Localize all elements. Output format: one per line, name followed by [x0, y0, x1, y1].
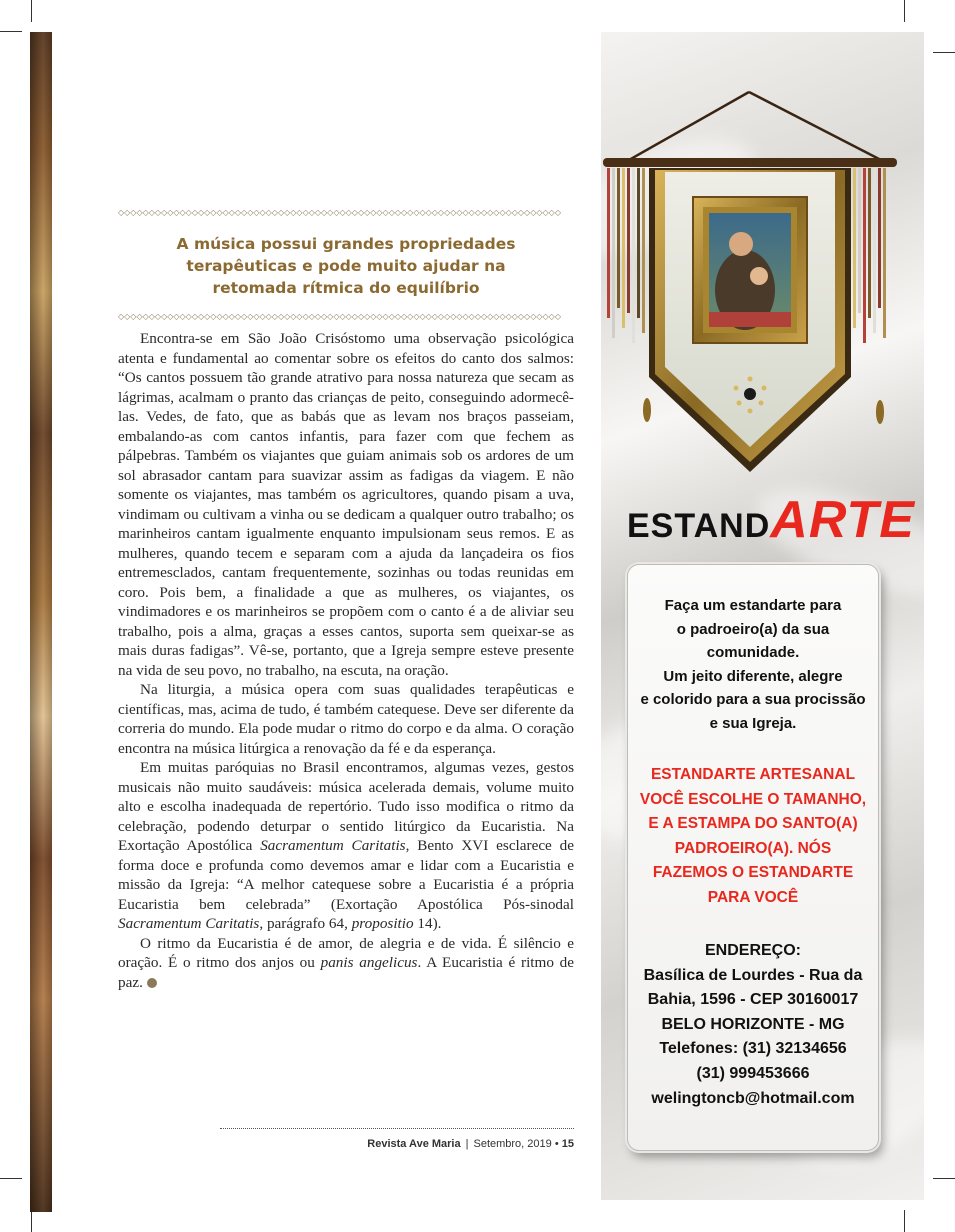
paragraph — [118, 329, 574, 680]
footer-rule — [220, 1128, 574, 1129]
text-run: Na liturgia, a música opera com suas qualidades terapêuticas e científicas, mas, acima de tudo, é também catequese. Deve ser diferente da correria do mundo. Ela pode mudar o ritmo do corpo e da alma. O coração encontra na música litúrgica a renovação da fé e da esperança. — [118, 681, 574, 757]
text-run: Em muitas paróquias no Brasil encontramos, algumas vezes, gestos musicais não muito saudáveis: música acelerada demais, volume muito alto e escolha inadequada de repertório. Tudo isso modifica o ritmo da celebração, podendo deturpar o sentido litúrgico da Eucaristia. Na Exortação Apostólica — [118, 759, 574, 854]
issue-date: Setembro, 2019 — [473, 1138, 552, 1150]
text-run-italic: Sacramentum Caritatis — [260, 837, 406, 854]
page-footer — [220, 1138, 574, 1150]
crop-mark — [31, 0, 32, 22]
tassel-right — [876, 400, 884, 424]
crop-mark — [0, 31, 22, 32]
estandarte-advertisement — [601, 32, 924, 1200]
end-of-article-bullet-icon — [147, 978, 157, 988]
saint-head — [729, 232, 753, 256]
text-run: Encontra-se em São João Crisóstomo uma observação psicológica atenta e fundamental ao comentar sobre os efeitos do canto dos salmos: “Os cantos possuem tão grande atrativo para nossa natureza que secam as lágrimas, acalmam o pranto das crianças de peito, conseguindo adormecê-las. Vedes, de fato, que as babás que as levam nos braços passeiam, embalando-as com cantos infantis, para fazer com que fechem as pálpebras. Também os viajantes que guiam animais sob os ardores de um sol abrasador cantam para suavizar assim as fadigas da viagem. E não somente os viajantes, mas também os agricultores, quando pisam a uva, vindimam ou cultivam a vinha ou se dedicam a qualquer outro trabalho; os marinheiros cantam igualmente enquanto impulsionam seus remos. E as mulheres, quando tecem e separam com a ajuda da lançadeira os fios entremesclados, cantam frequentemente, sozinhas ou todas reunidas em coro. Pois bem, a finalidade a que as mulheres, os viajantes, os vindimadores e os marinheiros se propõem com o canto é a de aliviar seu trabalho, pois a alma, graças a esses cantos, suporta sem queixar-se as mais duras fadigas”. Vê-se, portanto, que a Igreja sempre esteve presente na vida de seu povo, no trabalho, na escuta, na oração. — [118, 330, 574, 679]
ad-promo-line: PARA VOCÊ — [707, 888, 799, 906]
address-line: BELO HORIZONTE - MG — [661, 1015, 845, 1033]
child-head — [750, 267, 768, 285]
ribbon-tassels-left — [607, 168, 645, 343]
address-line: Bahia, 1596 - CEP 30160017 — [647, 991, 859, 1009]
ad-promo-line: FAZEMOS O ESTANDARTE — [652, 864, 854, 881]
ad-promo-line: PADROEIRO(A). NÓS — [674, 839, 832, 857]
email-address: welingtoncb@hotmail.com — [651, 1089, 855, 1107]
article-body — [118, 329, 574, 992]
crop-mark — [933, 1178, 955, 1179]
hanging-rod — [603, 158, 897, 167]
ad-intro-line: e sua Igreja. — [709, 714, 797, 732]
ad-intro-line: comunidade. — [706, 644, 800, 661]
logo-text-plain: ESTAND — [627, 507, 771, 545]
crop-mark — [31, 1210, 32, 1232]
pull-quote-line: terapêuticas e pode muito ajudar na — [186, 257, 506, 275]
crop-mark — [0, 1178, 22, 1179]
crop-mark — [904, 0, 905, 22]
estandarte-logo — [627, 490, 915, 550]
altar-cloth — [709, 312, 791, 327]
decorative-rule-bottom: ◇◇◇◇◇◇◇◇◇◇◇◇◇◇◇◇◇◇◇◇◇◇◇◇◇◇◇◇◇◇◇◇◇◇◇◇◇◇◇◇◇◇◇◇◇◇◇◇◇◇◇◇◇◇◇◇◇◇◇◇◇◇◇◇◇◇◇◇◇◇◇◇ — [118, 313, 561, 321]
pull-quote-line: retomada rítmica do equilíbrio — [212, 279, 480, 297]
ad-intro — [627, 594, 879, 735]
paragraph — [118, 934, 574, 993]
ad-intro-line: e colorido para a sua procissão — [640, 691, 866, 708]
ribbon-tassels-right — [853, 168, 886, 343]
decorative-rule-top: ◇◇◇◇◇◇◇◇◇◇◇◇◇◇◇◇◇◇◇◇◇◇◇◇◇◇◇◇◇◇◇◇◇◇◇◇◇◇◇◇◇◇◇◇◇◇◇◇◇◇◇◇◇◇◇◇◇◇◇◇◇◇◇◇◇◇◇◇◇◇◇◇ — [118, 209, 561, 217]
painting-edge-shade — [30, 32, 52, 1212]
ad-intro-line: o padroeiro(a) da sua — [676, 620, 830, 638]
ad-address — [627, 939, 879, 1111]
banner-illustration — [601, 32, 924, 482]
crop-mark — [933, 52, 955, 53]
text-run: , parágrafo 64, — [259, 915, 352, 932]
paragraph — [118, 680, 574, 758]
ad-promo — [627, 763, 879, 910]
page-number: 15 — [561, 1138, 574, 1150]
ad-promo-line: VOCÊ ESCOLHE O TAMANHO, — [639, 790, 867, 808]
ad-intro-line: Faça um estandarte para — [664, 597, 842, 614]
footer-bullet: • — [554, 1138, 559, 1150]
address-heading: ENDEREÇO: — [704, 942, 801, 959]
magazine-name: Revista Ave Maria — [367, 1138, 461, 1150]
text-run-italic: propositio — [351, 915, 414, 932]
text-run: O ritmo da Eucaristia é de amor, de alegria e de vida. É silêncio e oração. É o ritmo dos anjos ou — [118, 934, 574, 971]
phone-line: (31) 999453666 — [696, 1064, 810, 1082]
ad-intro-line: Um jeito diferente, alegre — [663, 667, 843, 685]
text-run-italic: panis angelicus — [320, 954, 418, 971]
text-run: . A Eucaristia é ritmo de paz. — [118, 954, 574, 991]
paragraph — [118, 758, 574, 934]
ad-promo-line: E A ESTAMPA DO SANTO(A) — [648, 815, 858, 832]
text-run: , Bento XVI esclarece de forma doce e profunda como devemos amar e lidar com a Eucaristia e missão da Igreja: “A melhor catequese sobre a Eucaristia é a própria Eucaristia bem celebrada” (Exortação Apostólica Pós-sinodal — [118, 837, 574, 913]
logo-text-accent: ARTE — [770, 491, 915, 549]
tassel-left — [643, 398, 651, 422]
crop-mark — [904, 1210, 905, 1232]
pull-quote-line: A música possui grandes propriedades — [176, 235, 516, 253]
phone-line: Telefones: (31) 32134656 — [659, 1040, 847, 1058]
ad-promo-line: ESTANDARTE ARTESANAL — [650, 766, 856, 783]
footer-separator: | — [465, 1138, 469, 1150]
text-run: 14). — [413, 915, 442, 932]
pull-quote — [118, 233, 574, 299]
hanging-cord — [629, 92, 881, 160]
text-run-italic: Sacramentum Caritatis — [118, 915, 260, 932]
address-line: Basílica de Lourdes - Rua da — [643, 966, 863, 984]
